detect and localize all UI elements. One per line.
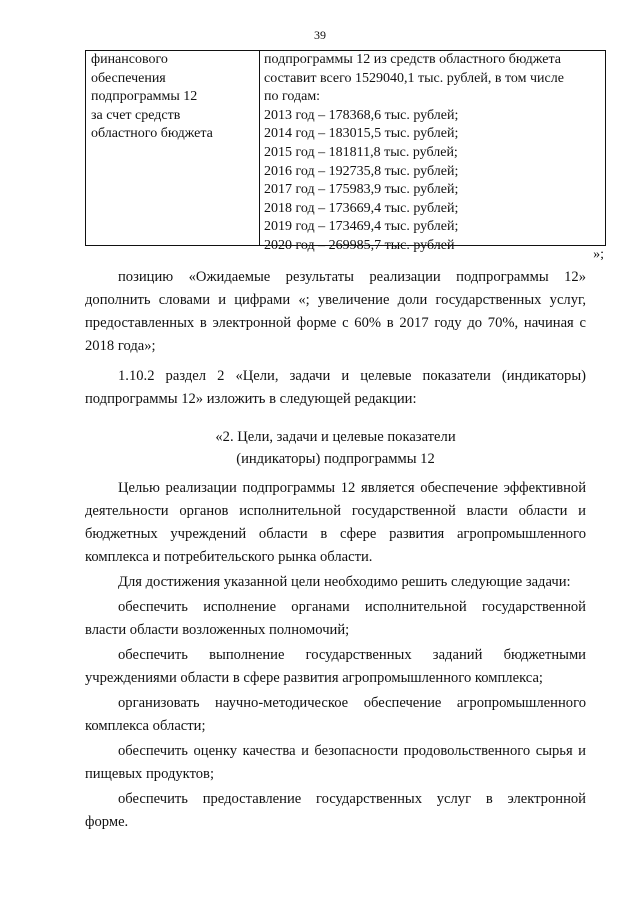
table-label-line: за счет средств	[91, 107, 181, 123]
paragraph-line: Целью реализации подпрограммы 12 является обеспечение эффективной	[118, 480, 586, 496]
table-label-line: областного бюджета	[91, 126, 213, 142]
paragraph-line: 1.10.2 раздел 2 «Цели, задачи и целевые показатели (индикаторы)	[118, 368, 586, 384]
table-label-line: подпрограммы 12	[91, 89, 198, 105]
paragraph-line: учреждениями области в сфере развития агропромышленного комплекса;	[85, 670, 543, 686]
paragraph-section-edit	[85, 365, 586, 411]
heading-line: «2. Цели, задачи и целевые показатели	[215, 429, 456, 445]
paragraph-line: 2018 года»;	[85, 338, 156, 354]
paragraph-line: комплекса и потребительского рынка области.	[85, 549, 373, 565]
table-year-line: 2019 год – 173469,4 тыс. рублей;	[264, 219, 459, 235]
paragraph-line: обеспечить предоставление государственных услуг в электронной	[118, 791, 586, 807]
table-column-divider	[259, 51, 260, 245]
page-number: 39	[314, 28, 326, 42]
paragraph-line: предоставленных в электронной форме с 60% в 2017 году до 70%, начиная с	[85, 315, 586, 331]
paragraph-line: форме.	[85, 814, 129, 830]
paragraph-line: комплекса области;	[85, 718, 206, 734]
paragraph-line: власти области возложенных полномочий;	[85, 622, 350, 638]
paragraph-line: обеспечить исполнение органами исполнительной государственной	[118, 599, 586, 615]
heading-line: (индикаторы) подпрограммы 12	[236, 451, 435, 467]
paragraph-task-4	[85, 740, 586, 786]
paragraph-line: обеспечить оценку качества и безопасности продовольственного сырья и	[118, 743, 586, 759]
paragraph-expected-results	[85, 266, 586, 358]
finance-table	[85, 50, 606, 253]
table-label-line: финансового	[91, 52, 168, 67]
table-value-line: составит всего 1529040,1 тыс. рублей, в том числе	[264, 70, 564, 86]
paragraph-task-3	[85, 692, 586, 738]
paragraph-task-5	[85, 788, 586, 834]
table-year-line: 2018 год – 173669,4 тыс. рублей;	[264, 200, 459, 216]
table-year-line: 2013 год – 178368,6 тыс. рублей;	[264, 107, 459, 123]
paragraph-tasks-intro	[85, 571, 586, 594]
paragraph-line: деятельности органов исполнительной государственной власти области и	[85, 503, 586, 519]
closing-quote: »;	[593, 247, 604, 262]
table-cell-label	[91, 51, 256, 144]
paragraph-line: подпрограммы 12» изложить в следующей редакции:	[85, 391, 417, 407]
table-year-line: 2016 год – 192735,8 тыс. рублей;	[264, 163, 459, 179]
paragraph-line: обеспечить выполнение государственных заданий бюджетными	[118, 647, 586, 663]
table-year-line: 2015 год – 181811,8 тыс. рублей;	[264, 144, 458, 160]
table-year-line: 2020 год – 269985,7 тыс. рублей	[264, 237, 455, 253]
table-cell-value	[264, 51, 604, 256]
section-heading	[85, 426, 586, 470]
table-value-line: подпрограммы 12 из средств областного бюджета	[264, 52, 562, 67]
paragraph-line: организовать научно-методическое обеспечение агропромышленного	[118, 695, 586, 711]
table-year-line: 2017 год – 175983,9 тыс. рублей;	[264, 182, 459, 198]
paragraph-line: дополнить словами и цифрами «; увеличение доли государственных услуг,	[85, 292, 586, 308]
table-value-line: по годам:	[264, 89, 321, 105]
table-year-line: 2014 год – 183015,5 тыс. рублей;	[264, 126, 459, 142]
paragraph-line: бюджетных учреждений области в сфере развития агропромышленного	[85, 526, 586, 542]
paragraph-line: пищевых продуктов;	[85, 766, 215, 782]
paragraph-goal	[85, 477, 586, 569]
paragraph-line: Для достижения указанной цели необходимо решить следующие задачи:	[118, 574, 571, 590]
paragraph-line: позицию «Ожидаемые результаты реализации подпрограммы 12»	[118, 269, 586, 285]
paragraph-task-1	[85, 596, 586, 642]
table-label-line: обеспечения	[91, 70, 166, 86]
paragraph-task-2	[85, 644, 586, 690]
